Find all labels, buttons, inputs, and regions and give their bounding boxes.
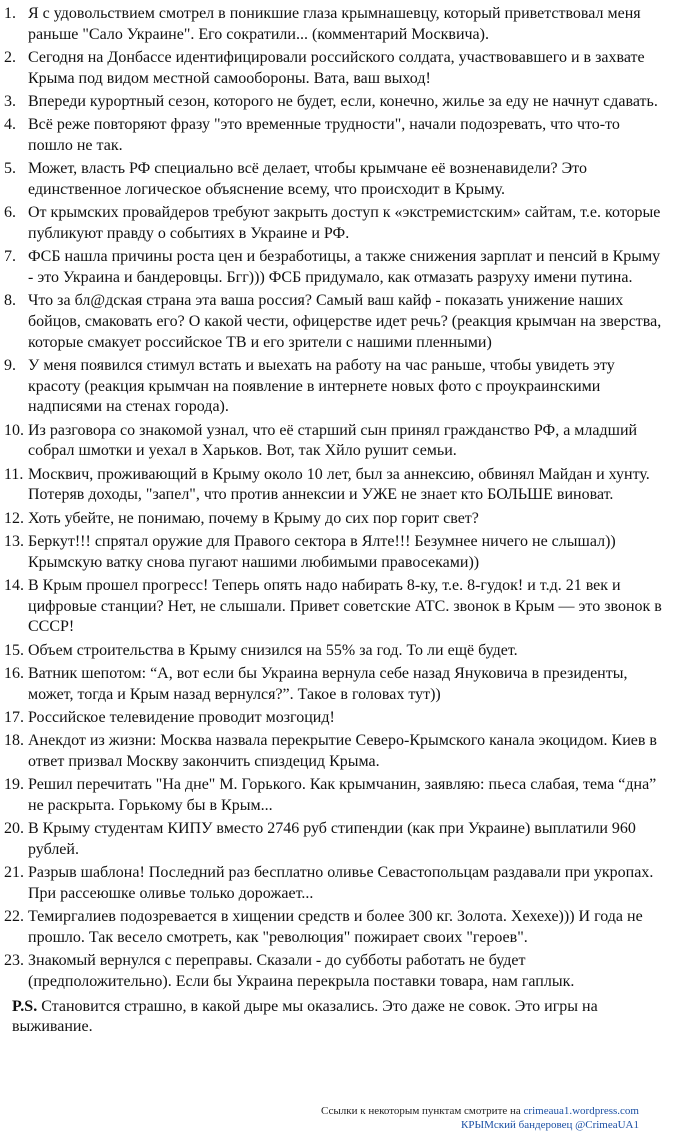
list-item-number: 5. (4, 160, 16, 178)
list-item-text: Москвич, проживающий в Крыму около 10 лет, был за аннексию, обвинял Майдан и хунту. Потеряв доходы, "запел", что против аннексии и УЖЕ не знает кто БОЛЬШЕ виноват. (28, 465, 650, 504)
list-item-text: Объем строительства в Крыму снизился на 55% за год. То ли ещё будет. (28, 641, 518, 659)
list-item (4, 509, 663, 530)
list-item (4, 819, 663, 860)
postscript (12, 997, 663, 1038)
list-item-text: Сегодня на Донбассе идентифицировали российского солдата, участвовавшего и в захвате Крыма под видом местной самообороны. Вата, ваш выход! (28, 49, 645, 87)
footer-author: КРЫМский бандеровец @CrimeaUA1 (461, 1119, 639, 1131)
list-item (4, 4, 663, 45)
list-item-number: 19. (4, 776, 24, 794)
list-item (4, 465, 663, 506)
numbered-list (4, 4, 663, 993)
list-item-text: От крымских провайдеров требуют закрыть доступ к «экстремистским» сайтам, т.е. которые публикуют правду о событиях в Украине и РФ. (28, 204, 661, 242)
ps-text: Становится страшно, в какой дыре мы оказались. Это даже не совок. Это игры на выживание. (12, 997, 598, 1036)
list-item-number: 6. (4, 204, 16, 222)
list-item-text: В Крым прошел прогресс! Теперь опять надо набирать 8-ку, т.е. 8-гудок! и т.д. 21 век и цифровые станции? Нет, не слышали. Привет советские АТС. звонок в Крым — это звонок в СССР! (28, 577, 662, 636)
list-item (4, 664, 663, 705)
footer-credits (321, 1104, 639, 1132)
list-item (4, 115, 663, 156)
list-item-text: Впереди курортный сезон, которого не будет, если, конечно, жилье за еду не начнут сдавать. (28, 93, 658, 110)
list-item-text: Российское телевидение проводит мозгоцид! (28, 709, 335, 726)
list-item-number: 21. (4, 864, 24, 882)
list-item (4, 641, 663, 662)
list-item-text: Беркут!!! спрятал оружие для Правого сектора в Ялте!!! Безумнее ничего не слышал)) Крымскую ватку снова пугают нашими любимыми правосеками)) (28, 533, 616, 571)
list-item-text: Разрыв шаблона! Последний раз бесплатно оливье Севастопольцам раздавали при укропах. При рассеюшке оливье только дорожает... (28, 864, 654, 902)
list-item-text: У меня появился стимул встать и выехать на работу на час раньше, чтобы увидеть эту красоту (реакция крымчан на появление в интернете новых фото с проукраинскими надписями на стенах города). (28, 357, 615, 416)
list-item-number: 17. (4, 709, 24, 726)
list-item (4, 708, 663, 729)
footer-site-link[interactable]: crimeaua1.wordpress.com (523, 1105, 639, 1117)
list-item (4, 356, 663, 418)
list-item-number: 16. (4, 665, 24, 682)
list-item (4, 731, 663, 772)
list-item (4, 48, 663, 89)
list-item (4, 907, 663, 948)
footer-links-line (321, 1104, 639, 1118)
list-item-text: Темиргалиев подозревается в хищении средств и более 300 кг. Золота. Хехехе))) И года не прошло. Так весело смотреть, как "революция" пожирает своих "героев". (28, 908, 643, 946)
ps-label: P.S. (12, 997, 38, 1015)
list-item-text: Решил перечитать "На дне" М. Горького. Как крымчанин, заявляю: пьеса слабая, тема “дна” не раскрыта. Горькому бы в Крым... (28, 776, 657, 814)
list-item (4, 576, 663, 638)
list-item (4, 291, 663, 353)
list-item-number: 4. (4, 116, 16, 134)
list-item-text: Ватник шепотом: “А, вот если бы Украина вернула себе назад Януковича в президенты, может, тогда и Крым назад вернулся?”. Такое в головах тут)) (28, 665, 628, 703)
list-item (4, 421, 663, 462)
list-item (4, 532, 663, 573)
list-item-number: 9. (4, 357, 16, 374)
list-item-number: 15. (4, 641, 24, 659)
list-item-number: 22. (4, 908, 24, 926)
list-item-number: 23. (4, 952, 24, 970)
list-item-number: 1. (4, 5, 16, 22)
list-item-text: Знакомый вернулся с переправы. Сказали - до субботы работать не будет (предположительно). Если бы Украина перекрыла поставки товара, нам гаплык. (28, 952, 575, 990)
list-item (4, 159, 663, 200)
list-item-number: 14. (4, 577, 24, 594)
list-item (4, 247, 663, 288)
list-item-text: ФСБ нашла причины роста цен и безработицы, а также снижения зарплат и пенсий в Крыму - это Украина и бандеровцы. Бгг))) ФСБ придумало, как отмазать разруху имени путина. (28, 248, 661, 286)
list-item-text: Что за бл@дская страна эта ваша россия? Самый ваш кайф - показать унижение наших бойцов, смаковать его? О какой чести, офицерстве идет речь? (реакция крымчан на зверства, которые смакует российское ТВ и его зрители с нашими пленными) (28, 292, 662, 351)
list-item-number: 20. (4, 820, 24, 838)
list-item-text: Я с удовольствием смотрел в поникшие глаза крымнашевцу, который приветствовал меня раньше "Сало Украине". Его сократили... (комментарий Москвича). (28, 5, 641, 43)
list-item-number: 8. (4, 292, 16, 310)
list-item (4, 203, 663, 244)
list-item-text: Всё реже повторяют фразу "это временные трудности", начали подозревать, что что-то пошло не так. (28, 116, 620, 154)
list-item-number: 13. (4, 533, 24, 550)
list-item-number: 3. (4, 93, 16, 110)
list-item-text: Анекдот из жизни: Москва назвала перекрытие Северо-Крымского канала экоцидом. Киев в ответ призвал Москву закончить спиздецид Крыма. (28, 732, 657, 770)
footer-links-prefix: Ссылки к некоторым пунктам смотрите на (321, 1105, 524, 1117)
list-item-text: Хоть убейте, не понимаю, почему в Крыму до сих пор горит свет? (28, 509, 479, 527)
list-item-number: 11. (4, 465, 24, 483)
list-item (4, 863, 663, 904)
list-item (4, 951, 663, 992)
list-item (4, 775, 663, 816)
list-item (4, 92, 663, 113)
list-item-number: 2. (4, 49, 16, 66)
list-item-number: 7. (4, 248, 16, 266)
list-item-text: В Крыму студентам КИПУ вместо 2746 руб стипендии (как при Украине) выплатили 960 рублей. (28, 820, 636, 858)
list-item-number: 18. (4, 732, 24, 750)
list-item-text: Из разговора со знакомой узнал, что её старший сын принял гражданство РФ, а младший собрал шмотки и уехал в Харьков. Вот, так Хйло рушит семьи. (28, 421, 638, 460)
list-item-number: 12. (4, 509, 24, 527)
list-item-number: 10. (4, 421, 24, 439)
list-item-text: Может, власть РФ специально всё делает, чтобы крымчане её возненавидели? Это единственное логическое объяснение всему, что происходит в Крыму. (28, 160, 587, 198)
